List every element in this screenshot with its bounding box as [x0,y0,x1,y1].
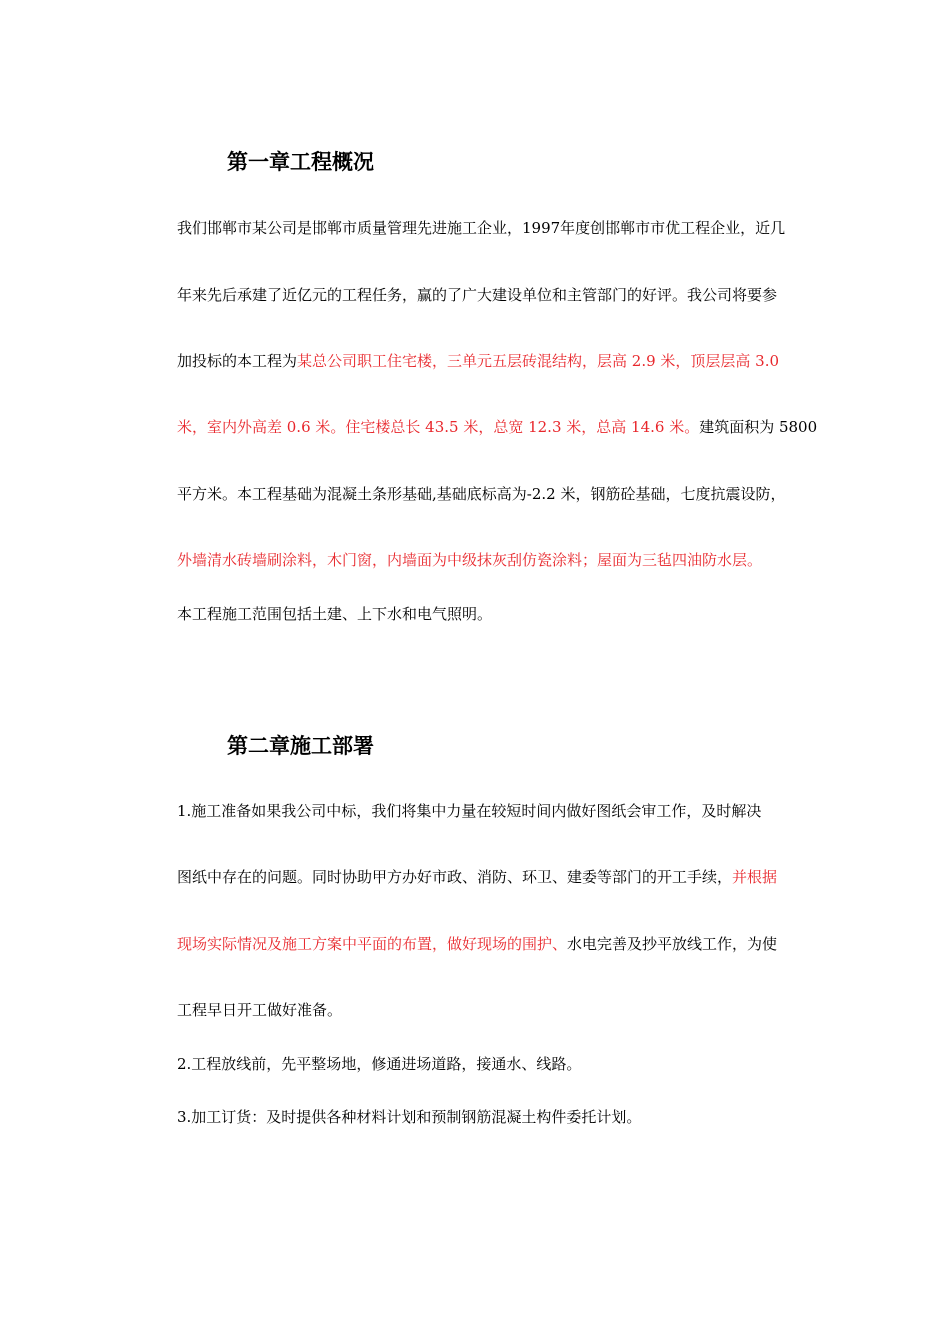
text-run: 加投标的本工程为 [177,352,298,370]
chapter-2-title: 第二章施工部署 [227,734,374,758]
highlighted-text-run: 现场实际情况及施工方案中平面的布置，做好现场的围护、 [177,935,568,953]
chapter-1-line-1 [177,219,785,237]
text-run: 工程早日开工做好准备。 [177,1001,343,1019]
text-run: 本工程施工范围包括土建、上下水和电气照明。 [177,605,493,623]
highlighted-text-run: 并根据 [732,868,778,886]
chapter-2-line-1 [177,802,761,820]
chapter-1-line-7 [177,605,492,623]
text-run: 我们邯郸市某公司是邯郸市质量管理先进施工企业，1997年度创邯郸市市优工程企业，近几 [177,219,786,237]
text-run: 2.工程放线前，先平整场地，修通进场道路，接通水、线路。 [177,1055,582,1073]
chapter-1-line-6 [177,551,762,569]
text-run: 1.施工准备如果我公司中标，我们将集中力量在较短时间内做好图纸会审工作，及时解决 [177,802,762,820]
chapter-1-line-2 [177,286,777,304]
highlighted-text-run: 米，室内外高差 0.6 米。住宅楼总长 43.5 米，总宽 12.3 米，总高 14.6 米。 [177,418,700,436]
text-run: 水电完善及抄平放线工作，为使 [567,935,778,953]
chapter-2-line-2 [177,868,777,886]
text-run: 年来先后承建了近亿元的工程任务，赢的了广大建设单位和主管部门的好评。我公司将要参 [177,286,778,304]
text-run: 3.加工订货：及时提供各种材料计划和预制钢筋混凝土构件委托计划。 [177,1108,642,1126]
text-run: 图纸中存在的问题。同时协助甲方办好市政、消防、环卫、建委等部门的开工手续， [177,868,733,886]
highlighted-text-run: 某总公司职工住宅楼，三单元五层砖混结构，层高 2.9 米，顶层层高 3.0 [297,352,780,370]
highlighted-text-run: 外墙清水砖墙刷涂料，木门窗，内墙面为中级抹灰刮仿瓷涂料；屋面为三毡四油防水层。 [177,551,763,569]
chapter-1-line-4 [177,418,817,436]
text-run: 平方米。本工程基础为混凝土条形基础,基础底标高为-2.2 米，钢筋砼基础，七度抗震设防， [177,485,786,503]
chapter-2-line-3 [177,935,777,953]
chapter-2-line-6 [177,1108,641,1126]
chapter-2-line-4 [177,1001,342,1019]
chapter-2-line-5 [177,1055,581,1073]
chapter-1-title: 第一章工程概况 [227,150,374,174]
text-run: 建筑面积为 5800 [699,418,818,436]
chapter-1-line-5 [177,485,785,503]
chapter-1-line-3 [177,352,779,370]
